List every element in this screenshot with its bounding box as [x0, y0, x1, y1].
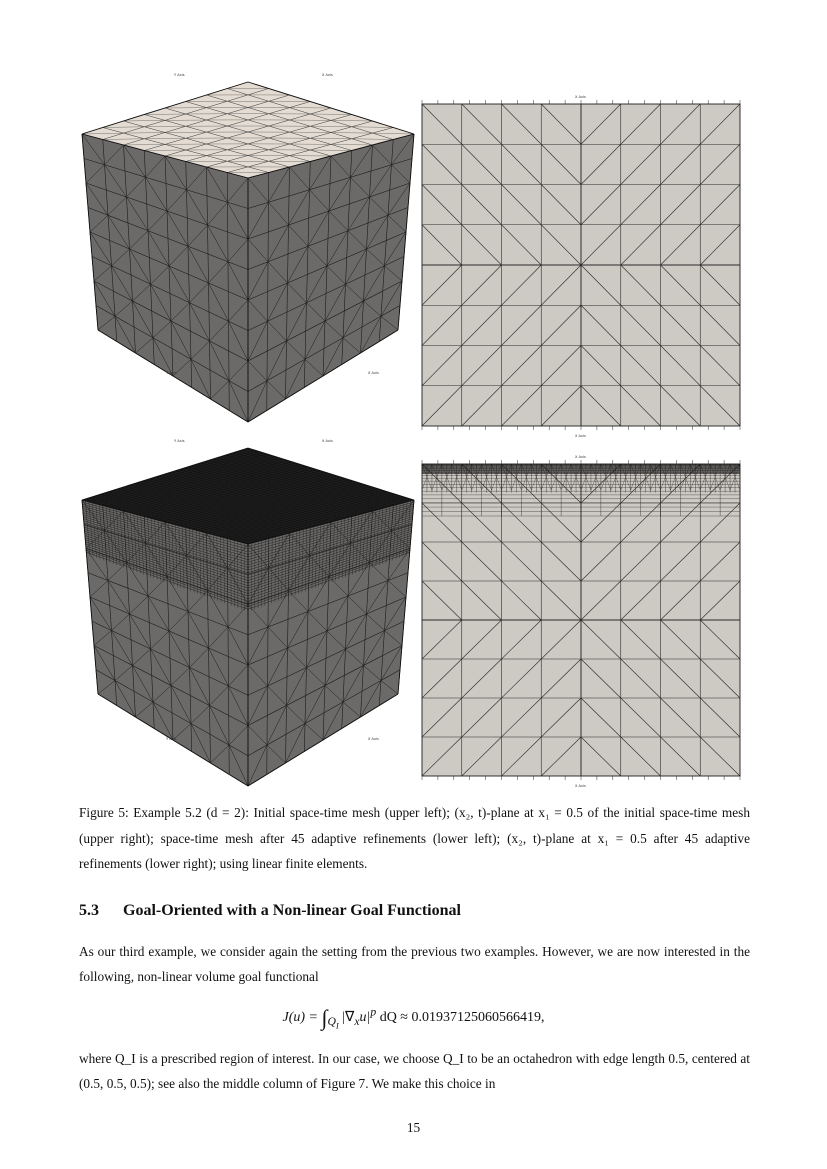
axis-label: X Axis [322, 73, 333, 77]
axis-label: Y Axis [174, 439, 185, 443]
axis-label: X Axis [322, 439, 333, 443]
section-heading [79, 902, 750, 920]
eq-grad: |∇ [342, 1010, 355, 1025]
figure-initial-mesh-3d [78, 72, 418, 434]
section-title: Goal-Oriented with a Non-linear Goal Functional [123, 902, 461, 919]
paragraph-intro: As our third example, we consider again the setting from the previous two examples. However, we are now interested in the following, non-linear volume goal functional [79, 944, 750, 984]
figure-initial-plane [420, 92, 742, 438]
eq-domain-sub: I [335, 1021, 339, 1031]
eq-grad-sub: x [354, 1014, 360, 1028]
mesh-plane-refined [420, 452, 742, 788]
mesh-cube-refined [78, 438, 418, 790]
refined-band [422, 464, 740, 474]
mesh-cube-initial [78, 72, 418, 434]
axis-label: X Axis [575, 455, 586, 459]
axis-label: Y Axis [166, 737, 177, 741]
section-number: 5.3 [79, 902, 99, 919]
figure-refined-plane [420, 452, 742, 788]
axis-label: X Axis [368, 371, 379, 375]
paragraph-region: where Q_I is a prescribed region of interest. In our case, we choose Q_I to be an octahedron with edge length 0.5, centered at (0.5, 0.5, 0.5); see also the middle column of Figure 7. We make this choice in [79, 1051, 750, 1091]
eq-domain: Q [327, 1014, 336, 1028]
eq-integral: ∫ [321, 1005, 328, 1030]
mesh-plane-initial [420, 92, 742, 438]
eq-lhs: J(u) = [282, 1010, 322, 1025]
axis-label: X Axis [575, 434, 586, 438]
cube-right-face [248, 134, 414, 422]
axis-label: Y Axis [174, 73, 185, 77]
figure-caption: Figure 5: Example 5.2 (d = 2): Initial space-time mesh (upper left); (x₂, t)-plane at x₁ = 0.5 of the initial space-time mesh (upper right); space-time mesh after 45 adaptive refinements (lower left); (x₂, t)-plane at x₁ = 0.5 after 45 adaptive refinements (lower right); using linear finite elements. [79, 805, 750, 871]
eq-power: p [370, 1005, 377, 1019]
axis-label: Y Axis [166, 371, 177, 375]
figure-refined-mesh-3d [78, 438, 418, 790]
axis-label: X Axis [575, 95, 586, 99]
page-number: 15 [406, 1120, 421, 1135]
goal-functional-equation [0, 1005, 827, 1031]
cube-left-face [82, 134, 248, 422]
eq-measure: dQ ≈ 0.01937125060566419, [376, 1010, 545, 1025]
eq-u: u| [359, 1010, 371, 1025]
axis-label: X Axis [575, 784, 586, 788]
axis-label: X Axis [368, 737, 379, 741]
